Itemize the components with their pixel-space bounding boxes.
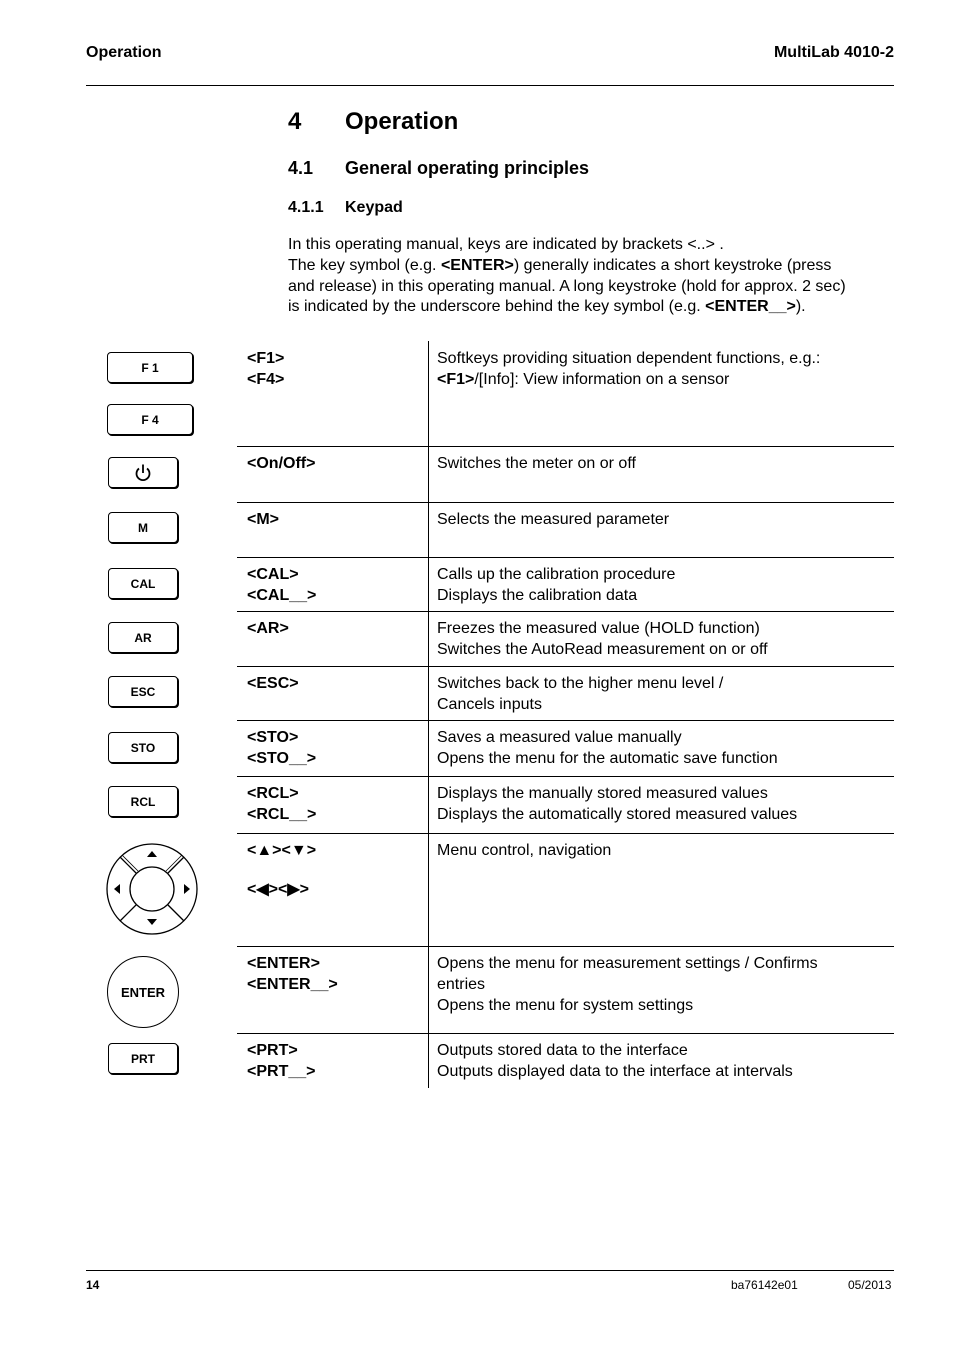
desc-line: Softkeys providing situation dependent functions, e.g.: — [437, 350, 821, 367]
key-label: <AR> — [247, 620, 289, 637]
table-row — [237, 611, 894, 666]
row-separator — [237, 720, 894, 721]
subsection-number: 4.1.1 — [288, 199, 324, 216]
power-key-icon — [108, 457, 178, 488]
table-row-description — [437, 841, 887, 862]
intro-line-2-b: ) generally indicates a short keystroke (press — [513, 256, 832, 274]
key-label: <▲><▼> — [247, 842, 317, 859]
desc-line: Switches back to the higher menu level / — [437, 675, 724, 692]
table-row — [237, 341, 894, 446]
desc-line: Selects the measured parameter — [437, 511, 670, 528]
table-row-description — [437, 728, 887, 770]
key-label: <ENTER__> — [247, 975, 338, 993]
desc-line: entries — [437, 975, 486, 993]
table-row-keys — [247, 510, 279, 531]
desc-line: Switches the AutoRead measurement on or off — [437, 640, 768, 658]
chapter-heading — [288, 108, 458, 136]
prt-key-icon: PRT — [108, 1043, 178, 1074]
desc-line: Displays the manually stored measured values — [437, 785, 768, 802]
table-row — [237, 776, 894, 833]
desc-line — [437, 370, 887, 391]
table-row-description — [437, 784, 887, 826]
table-row-description — [437, 619, 887, 661]
table-row-description — [437, 510, 887, 531]
table-row — [237, 720, 894, 776]
four-way-navigation-icon — [105, 842, 199, 936]
desc-line: Opens the menu for the automatic save function — [437, 749, 778, 767]
desc-line: Calls up the calibration procedure — [437, 566, 676, 583]
key-label: <STO__> — [247, 749, 317, 767]
desc-line: Displays the automatically stored measured values — [437, 805, 798, 823]
desc-line: Opens the menu for system settings — [437, 996, 694, 1014]
table-row-keys — [247, 728, 316, 770]
intro-key-enter: <ENTER> — [440, 256, 514, 274]
key-label: <PRT__> — [247, 1062, 316, 1080]
row-separator — [237, 666, 894, 667]
desc-key: <F1> — [437, 370, 475, 388]
row-separator — [237, 611, 894, 612]
intro-line-3: and release) in this operating manual. A long keystroke (hold for approx. 2 sec) — [288, 277, 846, 295]
intro-line-2 — [288, 256, 898, 277]
desc-line: Freezes the measured value (HOLD function) — [437, 620, 760, 637]
desc-line: Switches the meter on or off — [437, 455, 636, 472]
table-row-description — [437, 454, 887, 475]
key-label: <RCL__> — [247, 805, 317, 823]
table-row — [237, 557, 894, 611]
table-row-keys — [247, 565, 316, 607]
intro-paragraph — [288, 235, 898, 318]
row-separator — [237, 1033, 894, 1034]
cal-key-icon: CAL — [108, 568, 178, 599]
table-row-keys — [247, 674, 299, 695]
key-label: <STO> — [247, 729, 299, 746]
subsection-heading — [288, 199, 403, 217]
key-label: <F1> — [247, 350, 285, 367]
desc-line: Outputs displayed data to the interface at intervals — [437, 1062, 793, 1080]
row-separator — [237, 946, 894, 947]
desc-line: Outputs stored data to the interface — [437, 1042, 688, 1059]
key-label: <CAL__> — [247, 586, 317, 604]
intro-line-4 — [288, 297, 898, 318]
desc-line: Saves a measured value manually — [437, 729, 682, 746]
key-label: <PRT> — [247, 1042, 298, 1059]
f4-key-icon: F 4 — [107, 404, 193, 435]
chapter-title: Operation — [345, 108, 459, 135]
key-label: <M> — [247, 511, 280, 528]
table-row-keys — [247, 454, 315, 475]
f1-key-icon: F 1 — [107, 352, 193, 383]
key-label: <RCL> — [247, 785, 299, 802]
table-row-description — [437, 1041, 887, 1083]
desc-line: Opens the menu for measurement settings / Confirms — [437, 955, 818, 972]
table-row-description — [437, 954, 887, 1016]
section-title: General operating principles — [345, 158, 590, 178]
power-icon — [133, 463, 153, 483]
enter-key-icon: ENTER — [107, 956, 179, 1028]
intro-line-4-b: ). — [795, 298, 806, 316]
footer-rule — [86, 1270, 894, 1271]
table-row — [237, 502, 894, 557]
table-row-keys — [247, 784, 316, 826]
intro-line-4-a: is indicated by the underscore behind the key symbol (e.g. — [288, 298, 706, 316]
table-row-keys — [247, 1041, 315, 1083]
intro-line-1: In this operating manual, keys are indicated by brackets <..> . — [288, 236, 724, 253]
table-row-description — [437, 349, 887, 391]
key-label: <◀><▶> — [247, 880, 309, 898]
esc-key-icon: ESC — [108, 676, 178, 707]
table-row — [237, 1033, 894, 1088]
running-header-section: Operation — [86, 44, 162, 61]
row-separator — [237, 446, 894, 447]
row-separator — [237, 557, 894, 558]
page-number: 14 — [86, 1278, 100, 1292]
table-row-description — [437, 565, 887, 607]
row-separator — [237, 776, 894, 777]
desc-line: Menu control, navigation — [437, 842, 612, 859]
section-heading — [288, 158, 589, 179]
intro-key-enter-long: <ENTER__> — [705, 298, 796, 316]
table-row-keys — [247, 841, 316, 901]
intro-line-2-a: The key symbol (e.g. — [288, 256, 441, 274]
desc-line: Cancels inputs — [437, 695, 542, 713]
chapter-number: 4 — [288, 108, 302, 135]
table-row — [237, 666, 894, 720]
table-row-keys — [247, 349, 284, 391]
document-id: ba76142e01 — [731, 1278, 798, 1292]
header-rule — [86, 85, 894, 86]
key-label: <ENTER> — [247, 955, 320, 972]
table-row-keys — [247, 954, 338, 996]
key-label: <F4> — [247, 370, 285, 388]
key-label: <ESC> — [247, 675, 299, 692]
table-row-description — [437, 674, 887, 716]
rcl-key-icon: RCL — [108, 786, 178, 817]
key-label: <On/Off> — [247, 455, 316, 472]
desc-line-rest: /[Info]: View information on a sensor — [474, 370, 730, 388]
document-date: 05/2013 — [848, 1278, 892, 1292]
table-row — [237, 946, 894, 1033]
key-label: <CAL> — [247, 566, 299, 583]
sto-key-icon: STO — [108, 732, 178, 763]
table-row-keys — [247, 619, 289, 640]
section-number: 4.1 — [288, 158, 314, 178]
m-key-icon: M — [108, 512, 178, 543]
table-row — [237, 833, 894, 946]
table-row — [237, 446, 894, 502]
row-separator — [237, 833, 894, 834]
row-separator — [237, 502, 894, 503]
ar-key-icon: AR — [108, 622, 178, 653]
subsection-title: Keypad — [345, 199, 403, 216]
running-header-product: MultiLab 4010-2 — [773, 44, 894, 61]
desc-line: Displays the calibration data — [437, 586, 638, 604]
